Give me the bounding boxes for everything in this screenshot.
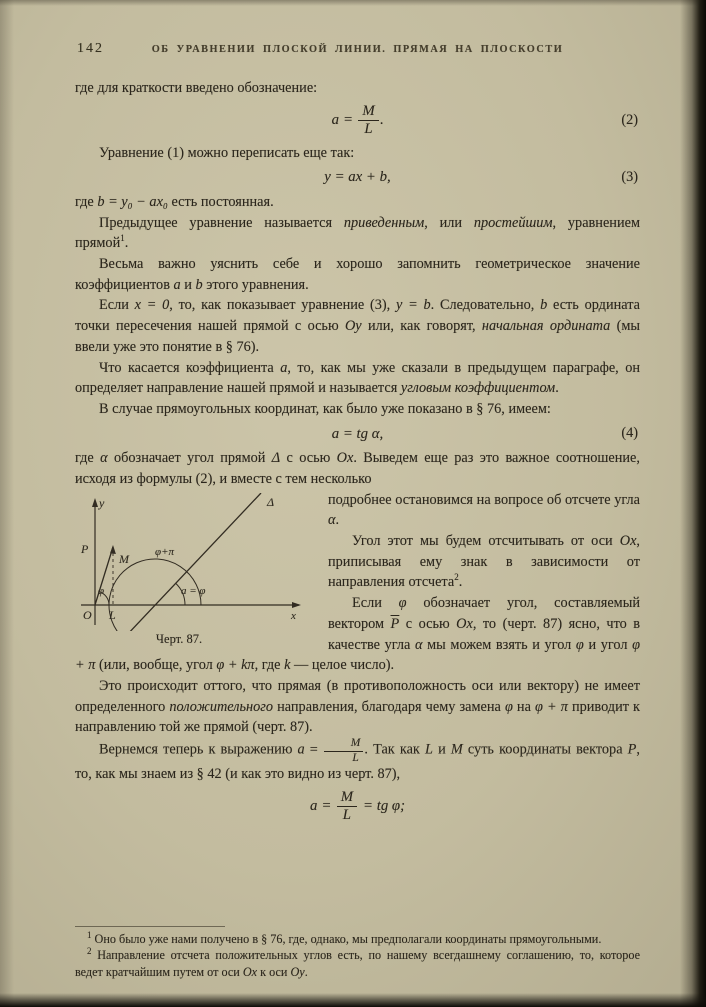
vector-p-symbol: $\overline{P}$: [390, 615, 400, 632]
text-segment: и: [180, 276, 196, 293]
footnote-rule: [75, 926, 225, 927]
text-segment: суть координаты вектора: [462, 741, 628, 758]
text-segment: .: [304, 964, 308, 979]
paragraph: [75, 676, 640, 738]
fraction-numerator: M: [324, 738, 364, 752]
text-segment: .: [458, 574, 463, 591]
math-var: Ox: [242, 964, 258, 979]
math-var: Oy: [290, 964, 305, 979]
equals-sign: =: [322, 798, 331, 815]
text-segment: где: [75, 193, 98, 210]
running-head: [75, 40, 640, 62]
footnotes: [75, 926, 640, 980]
origin-label: O: [83, 607, 92, 622]
text-segment: Вернемся теперь к выражению: [99, 741, 298, 758]
fraction-numerator: M: [337, 790, 357, 808]
math-expression: x = 0: [134, 297, 170, 314]
scan-edge-bottom: [0, 993, 706, 1007]
paragraph: [75, 213, 640, 254]
equals-sign: =: [344, 112, 353, 129]
text-segment: , то, как показывает уравнение (3),: [169, 297, 396, 314]
scan-edge-right: [680, 0, 706, 1007]
text-segment: на: [512, 698, 536, 715]
footnote-ref-1: 1: [120, 233, 125, 244]
text-segment: к оси: [257, 964, 291, 979]
text-segment: где для краткости введено обозначение:: [75, 80, 318, 96]
delta-label: Δ: [267, 494, 275, 509]
text-segment: .: [124, 235, 129, 252]
text-segment: приводит к направлению той же прямой (черт. 87).: [75, 698, 640, 736]
equation-4: [75, 425, 640, 443]
l-label: L: [109, 607, 116, 622]
paragraph: [75, 192, 640, 213]
math-var: a: [173, 276, 181, 293]
text-segment: или, как говорят,: [361, 318, 482, 335]
text-segment: подробнее остановимся на вопросе об отсчете угла: [328, 491, 640, 508]
text-segment: с осью: [280, 450, 337, 467]
math-var: b: [195, 276, 203, 293]
text-segment: .: [555, 380, 559, 397]
italic-term: приведенным: [343, 214, 425, 231]
equals-sign: =: [309, 741, 318, 758]
math-var: α: [415, 636, 423, 653]
scan-edge-top: [0, 0, 706, 6]
text-segment: В случае прямоугольных координат, как было уже показано в § 76, имеем:: [99, 400, 551, 417]
paragraph: [75, 143, 640, 164]
figure-87-drawing: [75, 493, 309, 631]
y-axis-label: y: [99, 495, 105, 510]
paragraph: [75, 448, 640, 489]
fraction-denominator: L: [342, 807, 351, 824]
math-var: φ: [398, 595, 407, 612]
math-expression: b = y₀ − ax₀: [97, 193, 168, 210]
text-segment: есть постоянная.: [167, 193, 274, 210]
equation-number: (3): [621, 168, 638, 185]
text-segment: , уравнением прямой: [75, 214, 640, 252]
fraction: [337, 790, 357, 824]
text-segment: Предыдущее уравнение называется: [99, 214, 344, 231]
math-expression: = tg φ;: [363, 798, 406, 815]
text-segment: (мы ввели уже это понятие в § 76).: [75, 318, 641, 355]
text-segment: Если: [99, 297, 135, 314]
math-var: Ox: [336, 450, 354, 467]
math-expression: φ + π: [75, 636, 641, 674]
text-segment: . Так как: [364, 741, 425, 758]
line-delta: [125, 493, 261, 631]
figure-87: [75, 493, 315, 647]
text-segment: этого уравнения.: [202, 276, 309, 293]
text-segment: обозначает угол прямой: [107, 450, 272, 467]
italic-term: простейшим: [473, 214, 553, 231]
text-segment: , или: [424, 214, 474, 231]
fraction-numerator: M: [358, 104, 378, 122]
math-var: a: [280, 359, 288, 376]
scan-edge-left: [0, 0, 14, 1007]
fraction-denominator: L: [352, 751, 359, 764]
math-var: α: [100, 450, 108, 467]
math-var: a: [309, 798, 318, 815]
math-expression: φ + π: [535, 698, 568, 715]
italic-term: начальная ордината: [481, 318, 611, 335]
text-segment: мы можем взять и угол: [422, 636, 576, 653]
text-segment: Что касается коэффициента: [99, 359, 281, 376]
paragraph: [75, 358, 640, 399]
figure-caption: Черт. 87.: [155, 631, 203, 646]
paragraph: [75, 254, 640, 295]
phi-label: φ: [98, 584, 105, 597]
p-label: P: [81, 541, 89, 556]
math-var: Δ: [271, 450, 281, 467]
fraction: [358, 104, 378, 138]
math-var: Ox: [456, 615, 473, 632]
math-var: k: [284, 657, 291, 674]
fraction-denominator: L: [364, 121, 373, 138]
equation-formula: [309, 788, 406, 824]
math-var: P: [627, 741, 637, 758]
equation-final: [75, 790, 640, 824]
text-segment: где: [75, 450, 101, 467]
math-var: a: [331, 112, 339, 129]
text-segment: обозначает угол, составляемый вектором: [328, 595, 640, 632]
math-var: Oy: [344, 318, 362, 335]
running-title: ОБ УРАВНЕНИИ ПЛОСКОЙ ЛИНИИ. ПРЯМАЯ НА ПЛОСКОСТИ: [151, 44, 564, 55]
text-segment: есть ордината точки пересечения нашей прямой с осью: [75, 297, 640, 335]
text-segment: Уравнение (1) можно переписать еще так:: [99, 144, 355, 161]
text-segment: . Выведем еще раз это важное соотношение, исходя из формулы (2), и вместе с тем несколько: [75, 450, 640, 487]
footnote-2: [75, 947, 640, 980]
math-var: Ox: [619, 532, 637, 549]
footnote-1-marker: 1: [87, 929, 92, 940]
math-var: φ: [575, 636, 584, 653]
text-segment: , то, как мы знаем из § 42 (и как это видно из черт. 87),: [75, 741, 640, 783]
text-segment: направления, благодаря чему замена: [273, 698, 505, 715]
footnote-2-marker: 2: [87, 946, 92, 957]
x-axis-label: x: [291, 609, 296, 622]
text-segment: Весьма важно уяснить себе и хорошо запомнить геометрическое значение коэффициентов: [75, 256, 640, 293]
math-expression: φ + kπ: [216, 657, 255, 674]
phi-plus-pi-label: φ+π: [155, 545, 175, 558]
equation-formula: y = ax + b,: [324, 169, 391, 186]
text-segment: , где: [254, 657, 285, 674]
text-segment: . Следовательно,: [430, 297, 541, 314]
text-segment: Угол этот мы будем отсчитывать от оси: [352, 532, 620, 549]
italic-term: угловым коэффициентом: [400, 380, 556, 397]
text-segment: , то (черт. 87) ясно, что в качестве угла: [328, 615, 641, 653]
math-var: L: [425, 741, 433, 758]
math-var: a: [297, 741, 305, 758]
italic-term: положительного: [169, 698, 274, 715]
alpha-eq-phi-label: a = φ: [181, 584, 206, 597]
equation-3: [75, 168, 640, 186]
equation-number: (2): [621, 111, 638, 128]
paragraph: [75, 295, 640, 357]
text-segment: (или, вообще, угол: [95, 657, 217, 674]
footnote-1: [75, 931, 640, 947]
equation-2: [75, 104, 640, 138]
math-var: φ: [504, 698, 513, 715]
text-segment: Если: [352, 595, 399, 612]
text-segment: Оно было уже нами получено в § 76, где, однако, мы предполагали координаты прямоугольными.: [94, 932, 602, 946]
paragraph-intro: [75, 78, 640, 99]
page-number: 142: [77, 41, 104, 56]
page-content: [75, 40, 640, 829]
paragraph: [75, 738, 640, 785]
punctuation: .: [379, 112, 384, 129]
inline-fraction: [324, 738, 364, 764]
text-segment: Направление отсчета положительных углов есть, по нашему всегдашнему соглашению, то, которое ведет кратчайшим путем от оси: [75, 948, 640, 979]
y-axis-arrow: [92, 498, 98, 507]
text-segment: , приписывая ему знак в зависимости от направления отсчета: [328, 532, 640, 591]
text-segment: .: [335, 512, 340, 529]
text-segment: , то, как мы уже сказали в предыдущем параграфе, он определяет направление нашей прямой и называется: [75, 359, 640, 397]
math-expression: y = b: [396, 297, 431, 314]
equation-number: (4): [621, 424, 638, 441]
equation-formula: [331, 102, 384, 138]
text-segment: с осью: [399, 615, 457, 632]
footnote-ref-2: 2: [454, 572, 459, 583]
text-segment: и угол: [583, 636, 633, 653]
math-var: M: [450, 741, 463, 758]
m-label: M: [119, 551, 129, 566]
math-var: b: [540, 297, 548, 314]
paragraph: [75, 399, 640, 420]
x-axis-arrow: [292, 602, 301, 608]
math-var: α: [328, 512, 336, 529]
equation-formula: a = tg α,: [331, 425, 384, 442]
text-segment: и: [432, 741, 451, 758]
text-segment: Это происходит оттого, что прямая (в противоположность оси или вектору) не имеет определенного: [75, 677, 640, 715]
text-segment: — целое число).: [290, 657, 395, 674]
